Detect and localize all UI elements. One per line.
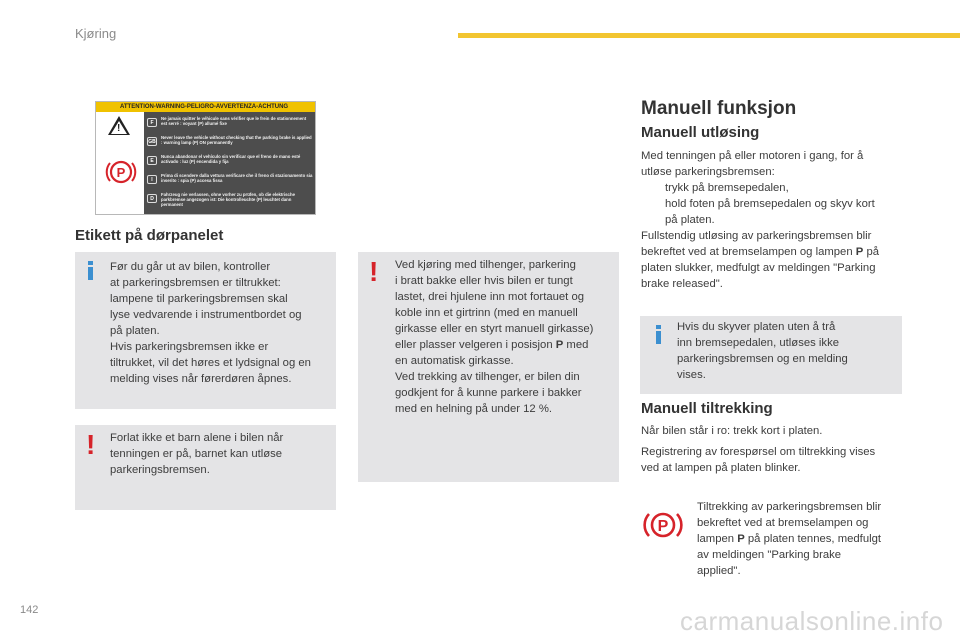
warning-text: Forlat ikke et barn alene i bilen når tenningen er på, barnet kan utløse parkeringsbremsen. bbox=[110, 432, 284, 476]
label-row: I Prima di scendere dalla vettura verificare che il freno di stazionamento sia inserito : spia (P) accesa fissa bbox=[146, 172, 313, 188]
label-row: E Nunca abandonar el vehículo sin verificar que el freno de mano esté activado : luz (P) encendida y fija bbox=[146, 153, 313, 169]
svg-text:P: P bbox=[657, 518, 669, 535]
door-panel-label-image bbox=[95, 101, 316, 215]
label-row: F Ne jamais quitter le véhicule sans vérifier que le frein de stationnement est serré : voyant (P) allumé fixe bbox=[146, 115, 313, 131]
label-icon-column bbox=[96, 112, 144, 214]
warning-text: Ved kjøring med tilhenger, parkering i bratt bakke eller hvis bilen er tungt lastet, drei hjulene inn mot fortauet og koble inn et girtrinn (med en manuell girkasse eller en styrt manuell girkasse) eller plasser velgeren i posisjon P med en automatisk girkasse. Ved trekking av tilhenger, er bilen din godkjent for å kunne parkere i bakker med en helning på under 12 %. bbox=[395, 259, 594, 415]
svg-text:P: P bbox=[116, 165, 126, 180]
label-row: D Fahrzeug nie verlassen, ohne vorher zu prüfen, ob die elektrische parkbremse angezogen ist: Die kontrolleuchte (P) leuchtet dann permanent bbox=[146, 191, 313, 211]
parking-brake-lamp-icon bbox=[104, 157, 138, 187]
info-text: Før du går ut av bilen, kontroller at parkeringsbremsen er tiltrukket: lampene til parkeringsbremsen skal lyse vedvarende i instrumentbordet og på platen. Hvis parkeringsbremsen ikke er tiltrukket, vil det høres et lydsignal og en melding vises når førerdøren åpnes. bbox=[110, 261, 311, 385]
exclamation-icon: ! bbox=[86, 429, 96, 460]
info-box-door-check bbox=[75, 252, 336, 409]
label-text-panel bbox=[144, 112, 315, 214]
info-icon bbox=[655, 325, 662, 345]
page-title: Manuell funksjon bbox=[641, 98, 797, 119]
parking-brake-lamp-icon bbox=[642, 508, 684, 542]
warning-box-towing bbox=[358, 252, 619, 482]
warning-triangle-mark: ! bbox=[117, 123, 121, 134]
release-instructions: Med tenningen på eller motoren i gang, for å utløse parkeringsbremsen: trykk på bremsepedalen, hold foten på bremsepedalen og skyv kort på platen. Fullstendig utløsing av parkeringsbremsen blir bekreftet ved at bremselampen og lampen P på platen slukker, medfulgt av meldingen "Parking brake released". bbox=[641, 150, 880, 290]
info-text: Hvis du skyver platen uten å trå inn bremsepedalen, utløses ikke parkeringsbremsen og en melding vises. bbox=[677, 321, 848, 381]
exclamation-icon: ! bbox=[369, 256, 379, 287]
section-heading-door-label: Etikett på dørpanelet bbox=[75, 227, 224, 244]
header-accent-bar bbox=[458, 33, 960, 38]
apply-registration-text: Registrering av forespørsel om tiltrekking vises ved at lampen på platen blinker. bbox=[641, 446, 876, 474]
section-heading-release: Manuell utløsing bbox=[641, 124, 760, 141]
page-number: 142 bbox=[20, 604, 39, 616]
watermark: carmanualsonline.info bbox=[680, 606, 944, 636]
label-row: GB Never leave the vehicle without checking that the parking brake is applied : warning lamp (P) ON permanently bbox=[148, 135, 312, 146]
chapter-title: Kjøring bbox=[75, 26, 117, 41]
info-box-release bbox=[640, 316, 902, 394]
warning-box-child bbox=[75, 425, 336, 510]
apply-confirmation-text: Tiltrekking av parkeringsbremsen blir bekreftet ved at bremselampen og lampen P på platen tennes, medfulgt av meldingen "Parking brake applied". bbox=[697, 501, 882, 577]
section-heading-apply: Manuell tiltrekking bbox=[641, 400, 773, 417]
apply-instruction: Når bilen står i ro: trekk kort i platen. bbox=[641, 425, 823, 437]
info-icon bbox=[87, 261, 94, 281]
label-banner: ATTENTION-WARNING-PELIGRO-AVVERTENZA-ACHTUNG bbox=[96, 102, 315, 112]
